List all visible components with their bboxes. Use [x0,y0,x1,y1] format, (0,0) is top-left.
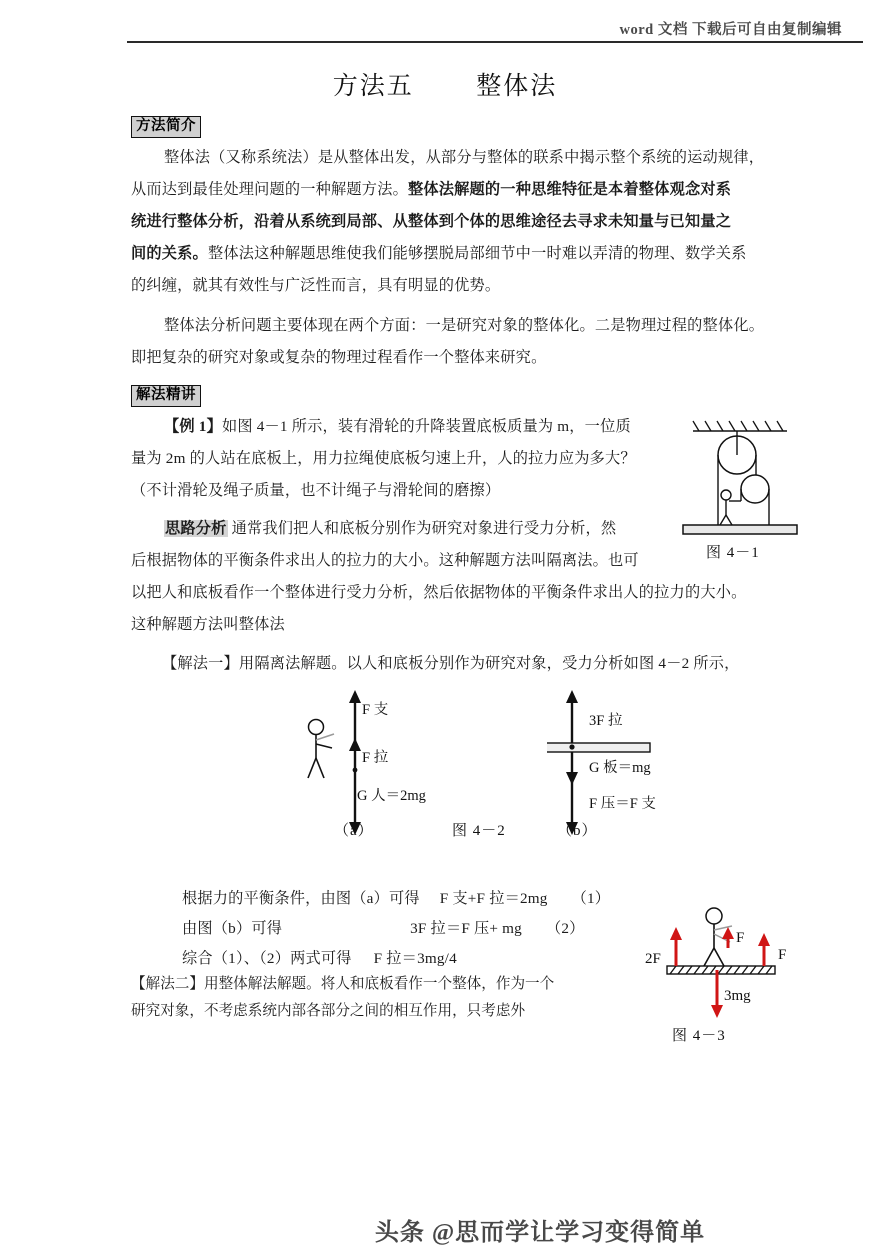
section-heading-intro: 方法简介 [131,116,201,138]
solution2-line1: 【解法二】用整体解法解题。将人和底板看作一个整体，作为一个 [131,976,555,992]
label-g-person: G 人＝2mg [357,788,426,804]
label-f-pull: F 拉 [362,750,389,766]
equation-row-3 [182,944,702,974]
pulley-lift-svg [675,415,805,545]
example-line1: 如图 4－1 所示，装有滑轮的升降装置底板质量为 m，一位质 [221,418,631,435]
example-paragraph [131,411,661,507]
title-part-1: 方法五 [332,73,414,100]
eq1-body: F 支+F 拉＝2mg [439,890,548,907]
figure-4-1-caption: 图 4－1 [706,545,760,561]
solution2-line2: 研究对象，不考虑系统内部各部分之间的相互作用，只考虑外 [131,1003,526,1019]
analysis-tag: 思路分析 [165,520,227,537]
equation-row-2 [182,914,702,944]
eq2-number: （2） [545,920,585,937]
figure-4-2-b-label-top [589,709,622,730]
intro-p1-line4-plain: 整体法这种解题思维使我们能够摆脱局部细节中一时难以弄清的物理、数学关系 [207,245,747,262]
figure-4-2-caption: 图 4－2 [452,823,506,839]
example-tag: 【例 1】 [164,418,222,435]
page-title [0,66,890,102]
intro-p1-line5: 的纠缠，就其有效性与广泛性而言，具有明显的优势。 [131,277,501,294]
eq1-intro: 根据力的平衡条件，由图（a）可得 [182,890,420,907]
figure-4-3-label-left: 2F [645,951,661,967]
figure-4-1 [675,415,805,545]
intro-p2-line2: 即把复杂的研究对象或复杂的物理过程看作一个整体来研究。 [131,349,547,366]
figure-4-2-a-label-bottom [357,784,426,805]
title-part-2: 整体法 [476,73,558,100]
whole-system-fbd-svg [640,900,840,1025]
eq3-intro: 综合（1）、（2）两式可得 [182,950,352,967]
stick-person-svg [302,718,342,788]
analysis-line4: 这种解题方法叫整体法 [131,616,285,633]
section-heading-method: 解法精讲 [131,385,201,407]
analysis-paragraph-top [131,513,691,577]
solution2-paragraph [131,971,631,1025]
eq2-body: 3F 拉＝F 压+ mg [410,920,522,937]
figure-4-3-label-down: 3mg [724,988,751,1004]
solution1-line1: 【解法一】用隔离法解题。以人和底板分别作为研究对象，受力分析如图 4－2 所示， [162,655,740,672]
header-watermark: word 文档 下载后可自由复制编辑 [619,22,842,38]
solution1-equations [182,884,702,974]
figure-4-2-a-label-mid [362,746,388,767]
intro-p2-line1: 整体法分析问题主要体现在两个方面：一是研究对象的整体化。二是物理过程的整体化。 [164,317,765,334]
example-line3: （不计滑轮及绳子质量，也不计绳子与滑轮间的磨擦） [131,482,501,499]
figure-4-2-sub-a: （a） [334,823,374,839]
figure-4-2-b-label-mid [589,756,651,777]
header-divider [127,41,863,43]
intro-p1-line3: 统进行整体分析，沿着从系统到局部、从整体到个体的思维途径去寻求未知量与已知量之 [131,213,732,230]
label-f-support: F 支 [362,702,389,718]
intro-p1-line4-bold: 间的关系。 [131,245,208,262]
intro-p1-line1: 整体法（又称系统法）是从整体出发，从部分与整体的联系中揭示整个系统的运动规律， [164,149,765,166]
intro-paragraph-2 [131,310,871,374]
figure-4-3 [640,900,840,1025]
solution1-intro [162,648,862,680]
intro-p1-line2-plain: 从而达到最佳处理问题的一种解题方法。 [131,181,408,198]
figure-4-3-label-mid: F [736,930,745,946]
analysis-paragraph-bottom [131,577,871,641]
analysis-line1: 通常我们把人和底板分别作为研究对象进行受力分析，然 [231,520,617,537]
figure-4-2-sub-b: （b） [557,823,598,839]
stick-figure-person-a [302,718,342,788]
figure-4-2-b-label-bottom [589,792,656,813]
figure-4-2-a-label-top [362,698,388,719]
label-f-press: F 压＝F 支 [589,796,656,812]
analysis-line3: 以把人和底板看作一个整体进行受力分析，然后依据物体的平衡条件求出人的拉力的大小。 [131,584,747,601]
eq1-number: （1） [571,890,611,907]
equation-row-1 [182,884,702,914]
figure-4-3-caption: 图 4－3 [672,1028,726,1044]
label-g-board: G 板＝mg [589,760,651,776]
eq2-intro: 由图（b）可得 [182,920,283,937]
intro-paragraph-1 [131,142,866,302]
example-line2: 量为 2m 的人站在底板上，用力拉绳使底板匀速上升，人的拉力应为多大？ [131,450,636,467]
footer-watermark: 头条 @思而学让学习变得简单 [374,1220,706,1246]
eq3-body: F 拉＝3mg/4 [373,950,457,967]
figure-4-3-label-right: F [778,947,787,963]
intro-p1-line2-bold: 整体法解题的一种思维特征是本着整体观念对系 [407,181,732,198]
analysis-line2: 后根据物体的平衡条件求出人的拉力的大小。这种解题方法叫隔离法。也可 [131,552,639,569]
label-3f-pull: 3F 拉 [589,713,623,729]
